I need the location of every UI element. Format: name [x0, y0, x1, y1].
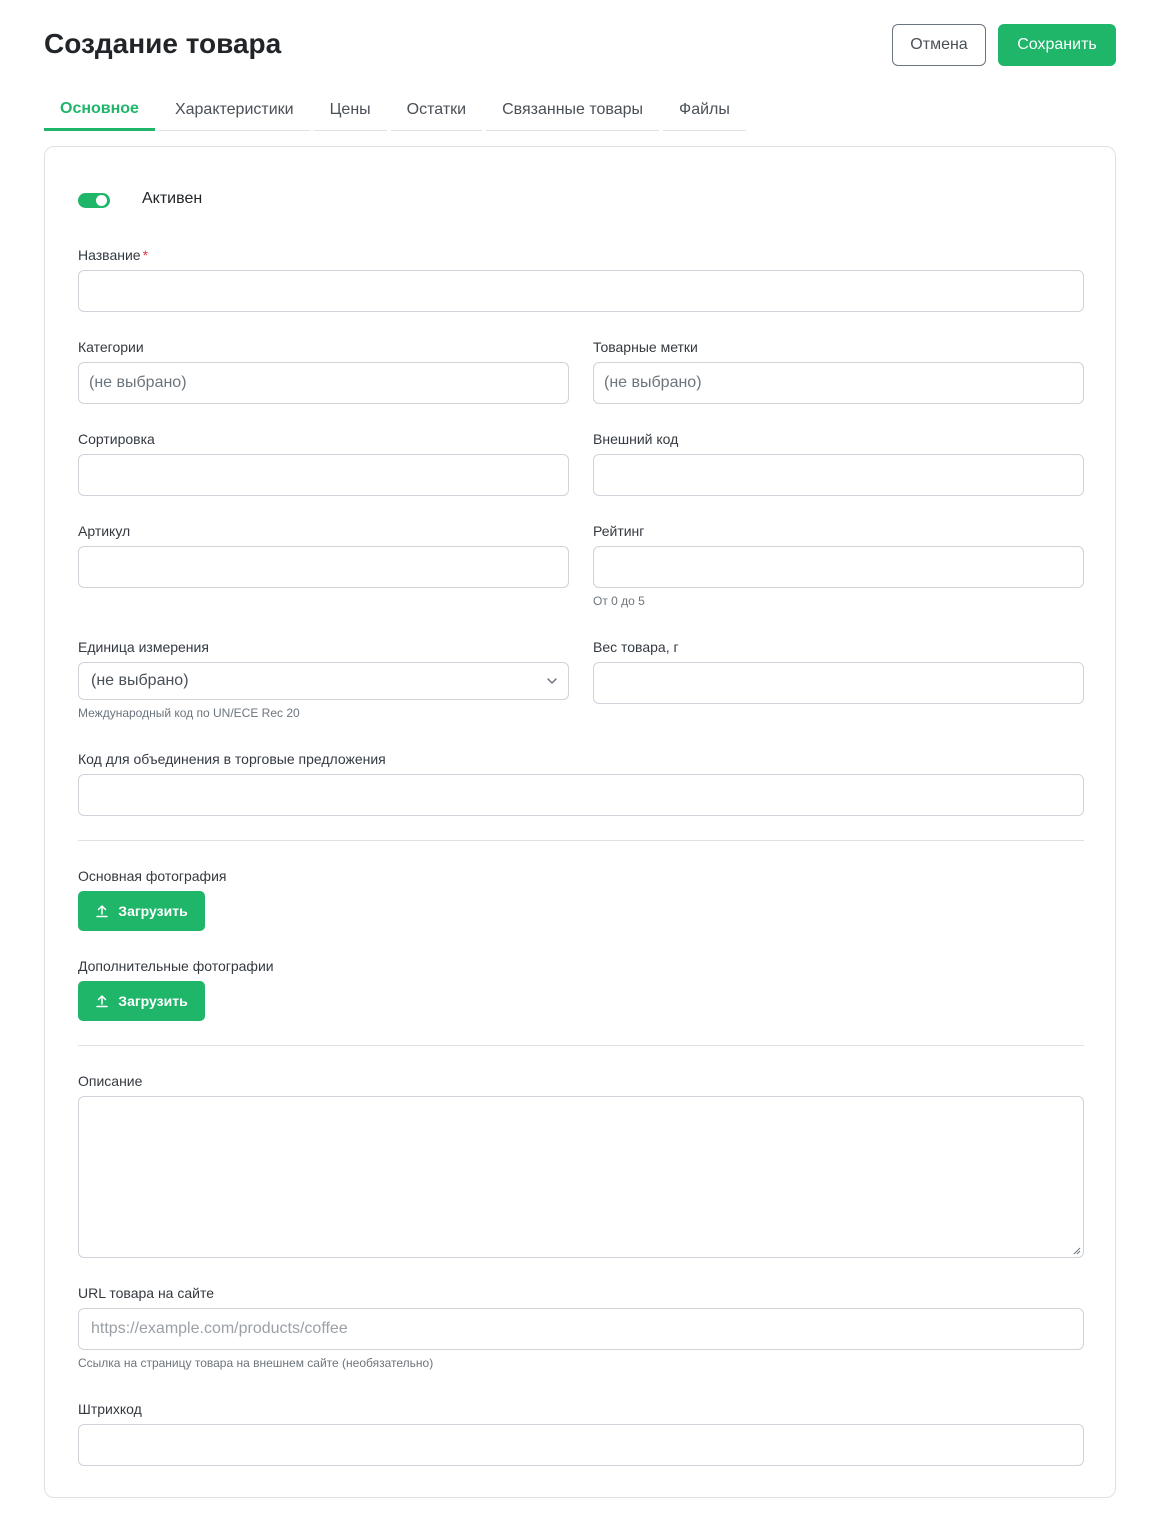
- extra-photos-upload-button[interactable]: [78, 981, 205, 1021]
- resize-grip-icon[interactable]: [1073, 1247, 1081, 1255]
- upload-label: Загрузить: [118, 993, 188, 1009]
- chevron-down-icon: [546, 675, 558, 687]
- divider: [78, 1045, 1084, 1046]
- description-label: Описание: [78, 1073, 143, 1089]
- tab-stock[interactable]: Остатки: [391, 90, 482, 131]
- tabs-bar: [44, 90, 750, 131]
- sort-input[interactable]: [78, 454, 569, 496]
- active-toggle-label: Активен: [142, 190, 203, 207]
- name-label-text: Название: [78, 247, 141, 263]
- cancel-button[interactable]: Отмена: [892, 24, 986, 66]
- extra-photos-label: Дополнительные фотографии: [78, 958, 274, 974]
- article-label: Артикул: [78, 523, 131, 539]
- offer-code-label: Код для объединения в торговые предложения: [78, 751, 386, 767]
- external-code-input[interactable]: [593, 454, 1084, 496]
- upload-label: Загрузить: [118, 903, 188, 919]
- barcode-label: Штрихкод: [78, 1401, 142, 1417]
- main-photo-label: Основная фотография: [78, 868, 227, 884]
- barcode-input[interactable]: [78, 1424, 1084, 1466]
- tab-files[interactable]: Файлы: [663, 90, 746, 131]
- upload-icon: [95, 994, 109, 1008]
- article-input[interactable]: [78, 546, 569, 588]
- tags-input[interactable]: [593, 362, 1084, 404]
- tab-characteristics[interactable]: Характеристики: [159, 90, 310, 131]
- description-textarea[interactable]: [78, 1096, 1084, 1258]
- weight-input[interactable]: [593, 662, 1084, 704]
- sort-label: Сортировка: [78, 431, 155, 447]
- offer-code-input[interactable]: [78, 774, 1084, 816]
- unit-select-value: (не выбрано): [91, 672, 189, 689]
- name-input[interactable]: [78, 270, 1084, 312]
- unit-label: Единица измерения: [78, 639, 209, 655]
- external-code-label: Внешний код: [593, 431, 679, 447]
- page-title: Создание товара: [44, 28, 282, 59]
- unit-help: Международный код по UN/ECE Rec 20: [78, 706, 300, 720]
- name-label: [78, 246, 148, 264]
- tab-main[interactable]: Основное: [44, 90, 155, 131]
- url-help: Ссылка на страницу товара на внешнем сайте (необязательно): [78, 1356, 434, 1370]
- rating-help: От 0 до 5: [593, 594, 645, 608]
- rating-label: Рейтинг: [593, 523, 645, 539]
- rating-input[interactable]: [593, 546, 1084, 588]
- divider: [78, 840, 1084, 841]
- save-button[interactable]: Сохранить: [998, 24, 1116, 66]
- url-input[interactable]: [78, 1308, 1084, 1350]
- active-toggle[interactable]: [78, 193, 110, 208]
- upload-icon: [95, 904, 109, 918]
- required-mark: *: [142, 247, 149, 263]
- toggle-knob: [96, 195, 107, 206]
- categories-label: Категории: [78, 339, 144, 355]
- unit-select[interactable]: [78, 662, 569, 700]
- weight-label: Вес товара, г: [593, 639, 679, 655]
- url-label: URL товара на сайте: [78, 1285, 215, 1301]
- categories-input[interactable]: [78, 362, 569, 404]
- main-photo-upload-button[interactable]: [78, 891, 205, 931]
- tab-related-products[interactable]: Связанные товары: [486, 90, 659, 131]
- tab-prices[interactable]: Цены: [314, 90, 387, 131]
- product-form-card: [44, 146, 1116, 1498]
- tags-label: Товарные метки: [593, 339, 698, 355]
